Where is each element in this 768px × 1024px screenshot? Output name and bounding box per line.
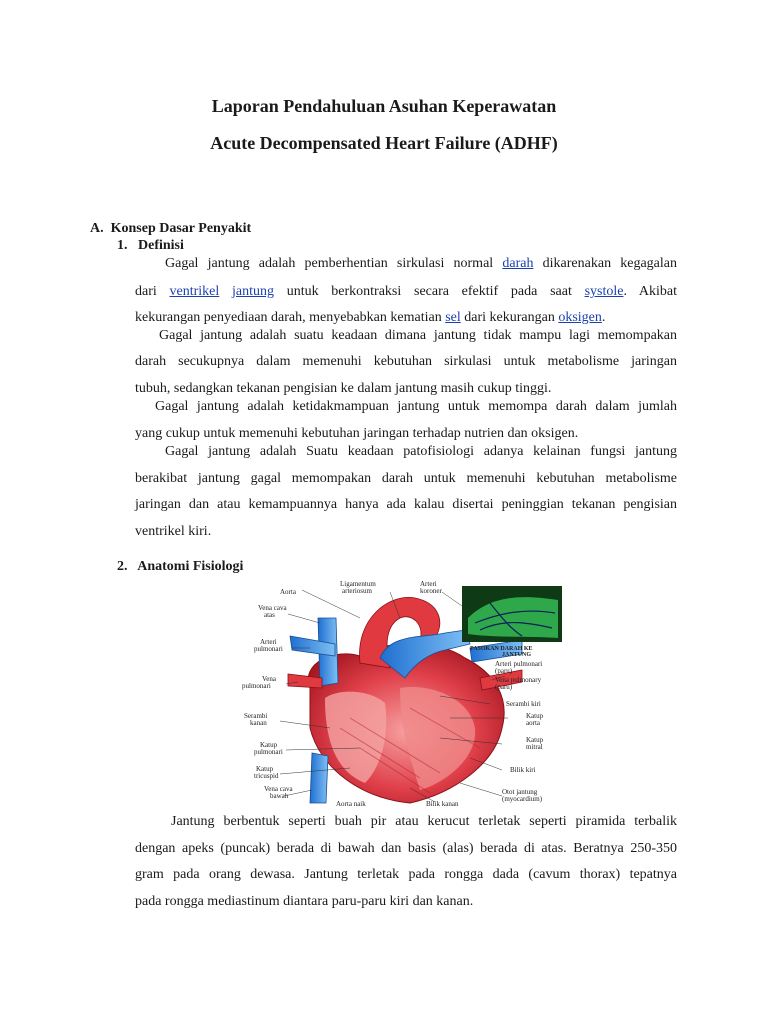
text-span: . — [601, 310, 606, 325]
page-title-line1: Laporan Pendahuluan Asuhan Keperawatan — [211, 96, 557, 116]
def-p3-line2: yang cukup untuk memenuhi kebutuhan jaringan terhadap nutrien dan oksigen. — [135, 426, 579, 441]
subsection-1-label: Definisi — [138, 238, 184, 253]
label-vena-pulmonary-paru-2: (paru) — [495, 683, 513, 691]
anat-p1-line1: Jantung berbentuk seperti buah pir atau kerucut terletak seperti piramida terbalik — [171, 814, 677, 829]
link-ventrikel[interactable]: ventrikel — [169, 284, 220, 299]
label-aorta-naik: Aorta naik — [336, 800, 366, 808]
coronary-inset — [462, 586, 562, 642]
label-katup-tricuspid-2: tricuspid — [254, 772, 279, 780]
label-arteri-koroner-2: koroner — [420, 587, 442, 595]
def-p1-line1 — [135, 255, 677, 273]
heart-anatomy-figure — [240, 578, 576, 808]
subsection-2-label: Anatomi Fisiologi — [137, 559, 244, 574]
label-vena-cava-atas-2: atas — [264, 611, 275, 619]
def-p4-line1: Gagal jantung adalah Suatu keadaan patofisiologi adanya kelainan fungsi jantung — [165, 444, 677, 459]
text-span: kekurangan penyediaan darah, menyebabkan kematian — [135, 310, 442, 325]
label-aorta: Aorta — [280, 588, 296, 596]
text-span: untuk berkontraksi secara efektif pada saat — [286, 284, 572, 299]
def-p1-line3 — [135, 309, 677, 327]
subsection-1-heading — [117, 237, 184, 255]
text-span: . Akibat — [623, 284, 678, 299]
text-span: Gagal jantung adalah pemberhentian sirkulasi normal — [165, 256, 494, 271]
label-vena-cava-bawah-1: Vena cava — [264, 785, 293, 793]
label-serambi-kanan-2: kanan — [250, 719, 267, 727]
label-arteri-pulmonari-2: pulmonari — [254, 645, 283, 653]
text-span: dari — [135, 284, 157, 299]
label-arteri-koroner-1: Arteri — [420, 580, 437, 588]
def-p2-line2: darah secukupnya dalam memenuhi kebutuhan sirkulasi untuk metabolisme jaringan — [135, 354, 677, 369]
def-p4-line2: berakibat jantung gagal memompakan darah untuk memenuhi kebutuhan metabolisme — [135, 471, 677, 486]
section-a-marker: A. — [90, 221, 104, 236]
subsection-2-marker: 2. — [117, 559, 128, 574]
label-vena-cava-bawah-2: bawah — [270, 792, 289, 800]
label-vena-pulmonari-1: Vena — [262, 675, 276, 683]
link-jantung[interactable]: jantung — [231, 284, 274, 299]
link-darah[interactable]: darah — [502, 256, 534, 271]
label-katup-pulmonari-2: pulmonari — [254, 748, 283, 756]
label-bilik-kanan: Bilik kanan — [426, 800, 459, 808]
text-span: dikarenakan kegagalan — [542, 256, 677, 271]
label-arteriosum: arteriosum — [342, 587, 372, 595]
label-vena-cava-atas-1: Vena cava — [258, 604, 287, 612]
anat-p1-line4: pada rongga mediastinum diantara paru-paru kiri dan kanan. — [135, 894, 474, 909]
label-otot-jantung-1: Otot jantung — [502, 788, 538, 796]
label-serambi-kanan-1: Serambi — [244, 712, 268, 720]
def-p2-line3: tubuh, sedangkan tekanan pengisian ke dalam jantung masih cukup tinggi. — [135, 381, 552, 396]
label-katup-tricuspid-1: Katup — [256, 765, 274, 773]
link-oksigen[interactable]: oksigen — [558, 310, 602, 325]
label-serambi-kiri: Serambi kiri — [506, 700, 541, 708]
label-katup-pulmonari-1: Katup — [260, 741, 278, 749]
label-katup-mitral-1: Katup — [526, 736, 544, 744]
subsection-2-heading — [117, 558, 243, 576]
anat-p1-line2: dengan apeks (puncak) berada di bawah dan basis (alas) berada di atas. Beratnya 250-350 — [135, 841, 677, 856]
label-katup-mitral-2: mitral — [526, 743, 543, 751]
def-p3-line1: Gagal jantung adalah ketidakmampuan jantung untuk memompa darah dalam jumlah — [155, 399, 677, 414]
vena-cava-inferior — [310, 753, 328, 803]
page-title-line2: Acute Decompensated Heart Failure (ADHF) — [210, 133, 558, 153]
text-span: dari kekurangan — [464, 310, 555, 325]
def-p4-line4: ventrikel kiri. — [135, 524, 212, 539]
def-p2-line1: Gagal jantung adalah suatu keadaan dimana jantung tidak mampu lagi memompakan — [159, 328, 677, 343]
def-p4-line3: jaringan dan atau kemampuannya hanya ada kalau disertai peninggian tekanan pengisian — [135, 497, 677, 512]
subsection-1-marker: 1. — [117, 238, 128, 253]
label-ligamentum: Ligamentum — [340, 580, 376, 588]
label-pasokan-1: PASOKAN DARAH KE — [470, 646, 533, 652]
def-p1-line2 — [135, 283, 677, 301]
link-systole[interactable]: systole — [584, 284, 624, 299]
label-vena-pulmonari-2: pulmonari — [242, 682, 271, 690]
label-katup-aorta-2: aorta — [526, 719, 540, 727]
label-katup-aorta-1: Katup — [526, 712, 544, 720]
label-pasokan-2: JANTUNG — [502, 652, 532, 658]
label-otot-jantung-2: (myocardium) — [502, 795, 543, 803]
label-arteri-pulmonari-paru-2: (paru) — [495, 667, 513, 675]
label-arteri-pulmonari-1: Arteri — [260, 638, 277, 646]
label-bilik-kiri: Bilik kiri — [510, 766, 536, 774]
section-a-heading — [90, 220, 251, 238]
label-vena-pulmonary-paru-1: Vena pulmonary — [495, 676, 542, 684]
link-sel[interactable]: sel — [445, 310, 461, 325]
section-a-label: Konsep Dasar Penyakit — [110, 221, 252, 236]
anat-p1-line3: gram pada orang dewasa. Jantung terletak pada rongga dada (cavum thorax) tepatnya — [135, 867, 677, 882]
label-arteri-pulmonari-paru-1: Arteri pulmonari — [495, 660, 543, 668]
